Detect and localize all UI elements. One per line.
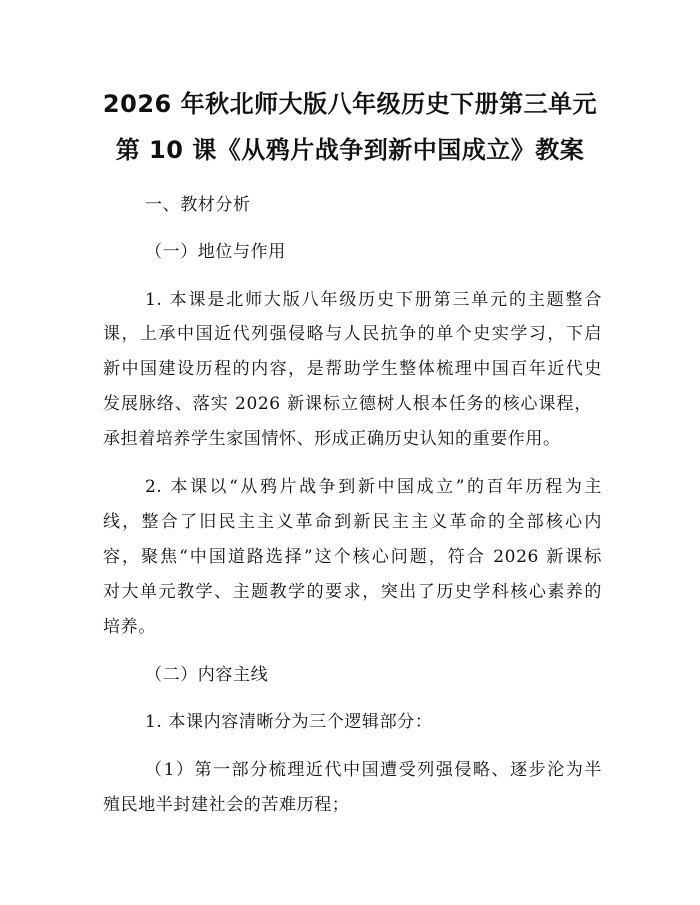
paragraph-1-line-1: 1. 本课是北师大版八年级历史下册第三单元的主题整合 <box>145 290 602 310</box>
paragraph-1-line-5: 承担着培养学生家国情怀、形成正确历史认知的重要作用。 <box>103 429 561 449</box>
paragraph-1-line-2: 课，上承中国近代列强侵略与人民抗争的单个史实学习，下启 <box>103 324 602 344</box>
subsection-heading-position-role: （一）地位与作用 <box>145 242 286 262</box>
paragraph-4-line-1: （1）第一部分梳理近代中国遭受列强侵略、逐步沦为半 <box>145 760 602 780</box>
document-title-line-1: 2026 年秋北师大版八年级历史下册第三单元 <box>102 90 598 118</box>
paragraph-1-line-3: 新中国建设历程的内容，是帮助学生整体梳理中国百年近代史 <box>103 359 602 379</box>
paragraph-2-line-5: 培养。 <box>103 617 156 637</box>
paragraph-4-line-2: 殖民地半封建社会的苦难历程； <box>103 795 350 815</box>
paragraph-1-line-4: 发展脉络、落实 2026 新课标立德树人根本任务的核心课程， <box>103 394 592 414</box>
subsection-heading-content-thread: （二）内容主线 <box>145 665 269 685</box>
paragraph-2-line-4: 对大单元教学、主题教学的要求，突出了历史学科核心素养的 <box>103 582 602 602</box>
paragraph-2-line-2: 线，整合了旧民主主义革命到新民主主义革命的全部核心内 <box>103 512 602 532</box>
paragraph-2-line-1: 2. 本课以“从鸦片战争到新中国成立”的百年历程为主 <box>145 477 602 497</box>
paragraph-2-line-3: 容，聚焦“中国道路选择”这个核心问题，符合 2026 新课标 <box>103 547 602 567</box>
section-heading-textbook-analysis: 一、教材分析 <box>145 195 251 215</box>
paragraph-3-line-1: 1. 本课内容清晰分为三个逻辑部分： <box>145 712 433 732</box>
document-title-line-2: 第 10 课《从鸦片战争到新中国成立》教案 <box>115 136 585 164</box>
